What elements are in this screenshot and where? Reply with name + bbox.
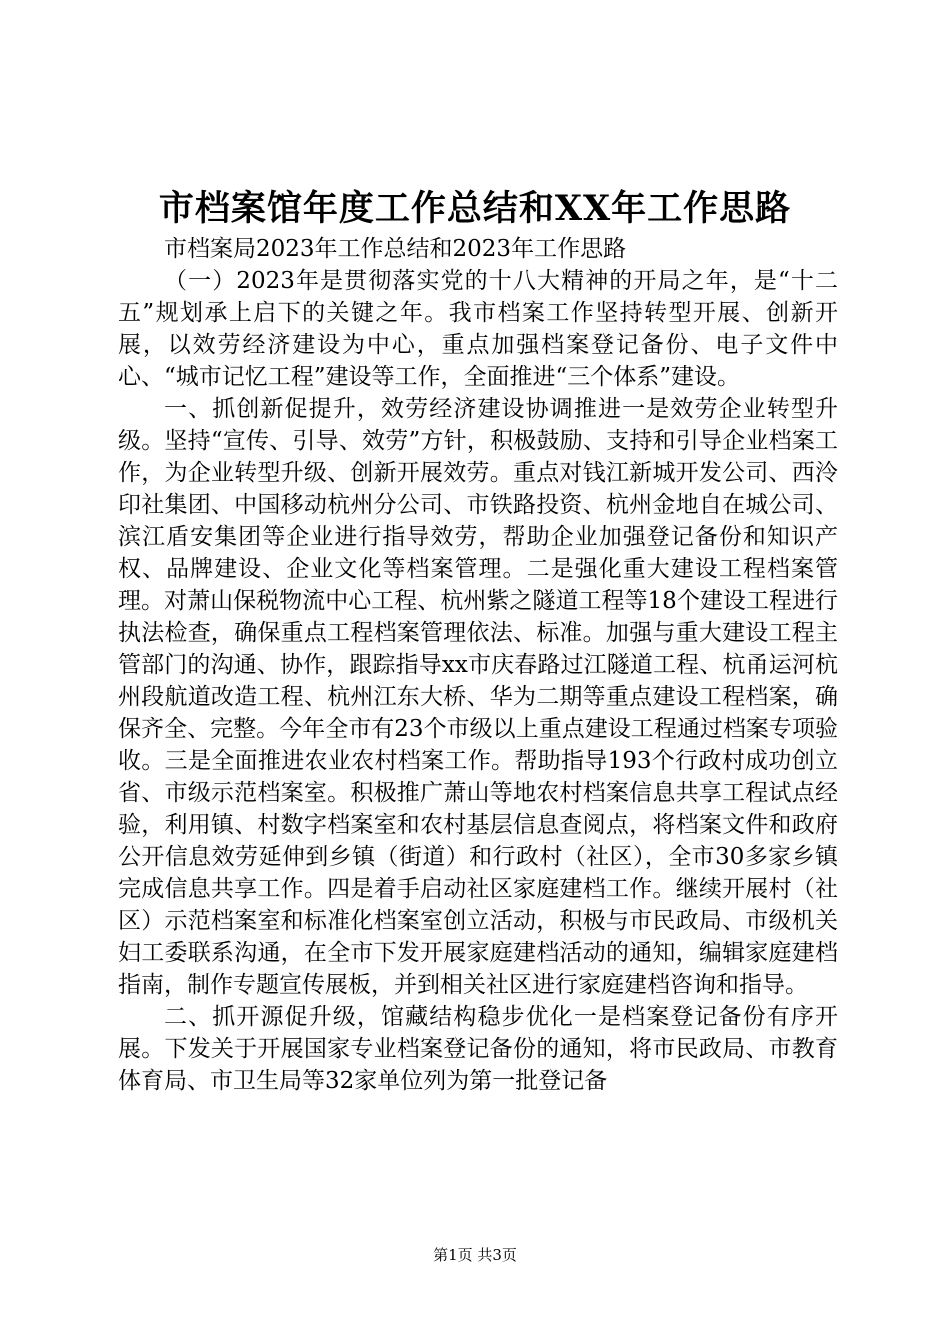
document-body — [118, 233, 838, 1097]
paragraph-section-one: 一、抓创新促提升，效劳经济建设协调推进一是效劳企业转型升级。坚持“宣传、引导、效劳”方针，积极鼓励、支持和引导企业档案工作，为企业转型升级、创新开展效劳。重点对钱江新城开发公司、西泠印社集团、中国移动杭州分公司、市铁路投资、杭州金地自在城公司、滨江盾安集团等企业进行指导效劳，帮助企业加强登记备份和知识产权、品牌建设、企业文化等档案管理。二是强化重大建设工程档案管理。对萧山保税物流中心工程、杭州紫之隧道工程等18个建设工程进行执法检查，确保重点工程档案管理依法、标准。加强与重大建设工程主管部门的沟通、协作，跟踪指导xx市庆春路过江隧道工程、杭甬运河杭州段航道改造工程、杭州江东大桥、华为二期等重点建设工程档案，确保齐全、完整。今年全市有23个市级以上重点建设工程通过档案专项验收。三是全面推进农业农村档案工作。帮助指导193个行政村成功创立省、市级示范档案室。积极推广萧山等地农村档案信息共享工程试点经验，利用镇、村数字档案室和农村基层信息查阅点，将档案文件和政府公开信息效劳延伸到乡镇（街道）和行政村（社区），全市30多家乡镇完成信息共享工作。四是着手启动社区家庭建档工作。继续开展村（社区）示范档案室和标准化档案室创立活动，积极与市民政局、市级机关妇工委联系沟通，在全市下发开展家庭建档活动的通知，编辑家庭建档指南，制作专题宣传展板，并到相关社区进行家庭建档咨询和指导。 — [118, 396, 838, 998]
document-title: 市档案馆年度工作总结和XX年工作思路 — [158, 188, 792, 229]
document-subtitle: 市档案局2023年工作总结和2023年工作思路 — [164, 236, 627, 262]
page-number-footer: 第1页 共3页 — [433, 1246, 517, 1264]
paragraph-intro: （一）2023年是贯彻落实党的十八大精神的开局之年，是“十二五”规划承上启下的关键之年。我市档案工作坚持转型开展、创新开展，以效劳经济建设为中心，重点加强档案登记备份、电子文件中心、“城市记忆工程”建设等工作，全面推进“三个体系”建设。 — [118, 268, 838, 390]
paragraph-section-two: 二、抓开源促升级，馆藏结构稳步优化一是档案登记备份有序开展。下发关于开展国家专业档案登记备份的通知，将市民政局、市教育体育局、市卫生局等32家单位列为第一批登记备 — [118, 1004, 838, 1094]
